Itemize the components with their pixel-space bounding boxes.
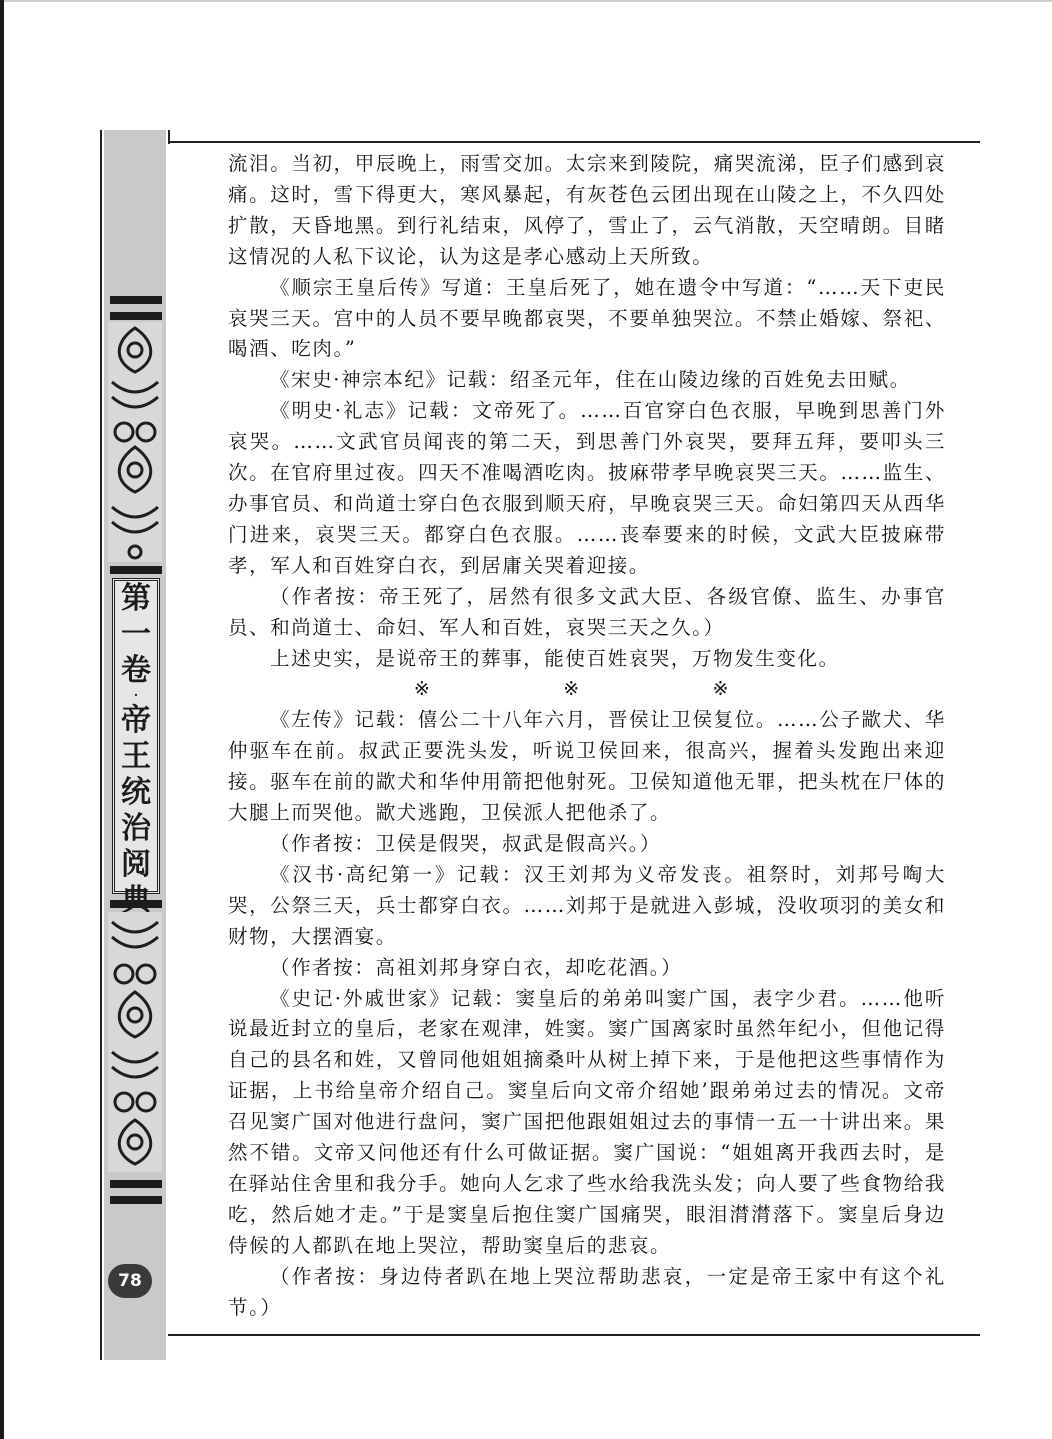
volume-title-char: 一 — [121, 617, 151, 652]
sidebar-rule — [110, 566, 162, 574]
volume-title-char: 统 — [121, 775, 151, 810]
volume-title-panel — [112, 578, 160, 894]
header-rule — [168, 141, 980, 143]
binding-line — [100, 130, 102, 1360]
ornament-pattern-icon — [104, 322, 166, 562]
paragraph: 上述史实，是说帝王的葬事，能使百姓哀哭，万物发生变化。 — [270, 646, 840, 670]
sidebar-rule — [110, 296, 162, 304]
volume-title-char: 卷 — [121, 653, 151, 688]
page-left-edge — [0, 0, 4, 1439]
paragraph: 《左传》记载：僖公二十八年六月，晋侯让卫侯复位。……公子歂犬、华仲驱车在前。叔武正要洗头发，听说卫侯回来，很高兴，握着头发跑出来迎接。驱车在前的歂犬和华仲用箭把他射死。卫侯知道他无罪，把头枕在尸体的大腿上而哭他。歂犬逃跑，卫侯派人把他杀了。 — [228, 708, 946, 825]
paragraph: （作者按：高祖刘邦身穿白衣，却吃花酒。） — [270, 955, 683, 979]
volume-title-char: 阅 — [121, 847, 151, 882]
paragraph: 流泪。当初，甲辰晚上，雨雪交加。太宗来到陵院，痛哭流涕，臣子们感到哀痛。这时，雪下得更大，寒风暴起，有灰苍色云团出现在山陵之上，不久四处扩散，天昏地黑。到行礼结束，风停了，雪止了，云气消散，天空晴朗。目睹这情况的人私下议论，认为这是孝心感动上天所致。 — [228, 152, 946, 268]
paragraph: 《顺宗王皇后传》写道：王皇后死了，她在遗令中写道：“……天下吏民哀哭三天。宫中的人员不要早晚都哀哭，不要单独哭泣。不禁止婚嫁、祭祀、喝酒、吃肉。” — [228, 275, 946, 361]
paragraph: （作者按：帝王死了，居然有很多文武大臣、各级官僚、监生、办事官员、和尚道士、命妇、军人和百姓，哀哭三天之久。） — [228, 584, 946, 639]
section-separator — [228, 674, 946, 705]
volume-title-dot: · — [133, 685, 139, 706]
separator-mark: ※ — [712, 678, 731, 701]
paragraph: 《宋史·神宗本纪》记载：绍圣元年，住在山陵边缘的百姓免去田赋。 — [270, 368, 911, 392]
page-number: 78 — [108, 1264, 152, 1298]
sidebar-rule — [110, 312, 162, 320]
footer-rule — [168, 1334, 980, 1336]
separator-mark: ※ — [413, 678, 432, 701]
sidebar-rule — [110, 1180, 162, 1188]
paragraph: （作者按：身边侍者趴在地上哭泣帮助悲哀，一定是帝王家中有这个礼节。） — [228, 1264, 946, 1319]
page-top-edge — [0, 0, 1052, 2]
sidebar-rule — [110, 1196, 162, 1204]
paragraph: （作者按：卫侯是假哭，叔武是假高兴。） — [270, 832, 662, 856]
separator-mark: ※ — [563, 678, 581, 701]
paragraph: 《汉书·高纪第一》记载：汉王刘邦为义帝发丧。祖祭时，刘邦号啕大哭，公祭三天，兵士都穿白衣。……刘邦于是就进入彭城，没收项羽的美女和财物，大摆酒宴。 — [228, 862, 946, 948]
volume-title-char: 帝 — [121, 703, 151, 738]
paragraph: 《明史·礼志》记载：文帝死了。……百官穿白色衣服，早晚到思善门外哀哭。……文武官员闻丧的第二天，到思善门外哀哭，要拜五拜，要叩头三次。在官府里过夜。四天不准喝酒吃肉。披麻带孝早晚哀哭三天。……监生、办事官员、和尚道士穿白色衣服到顺天府，早晚哀哭三天。命妇第四天从西华门进来，哀哭三天。都穿白色衣服。……丧奉要来的时候，文武大臣披麻带孝，军人和百姓穿白衣，到居庸关哭着迎接。 — [228, 399, 946, 577]
volume-title-char: 治 — [121, 811, 151, 846]
body-text — [228, 149, 946, 1324]
volume-title-char: 第 — [121, 581, 151, 616]
volume-title-char: 王 — [121, 739, 151, 774]
ornament-pattern-icon — [104, 912, 166, 1172]
paragraph: 《史记·外戚世家》记载：窦皇后的弟弟叫窦广国，表字少君。……他听说最近封立的皇后，老家在观津，姓窦。窦广国离家时虽然年纪小，但他记得自己的县名和姓，又曾同他姐姐摘桑叶从树上掉下来，于是他把这些事情作为证据，上书给皇帝介绍自己。窦皇后向文帝介绍她’跟弟弟过去的情况。文帝召见窦广国对他进行盘问，窦广国把他跟姐姐过去的事情一五一十讲出来。果然不错。文帝又问他还有什么可做证据。窦广国说：“姐姐离开我西去时，是在驿站住舍里和我分手。她向人乞求了些水给我洗头发；向人要了些食物给我吃，然后她才走。”于是窦皇后抱住窦广国痛哭，眼泪潸潸落下。窦皇后身边侍候的人都趴在地上哭泣，帮助窦皇后的悲哀。 — [228, 986, 946, 1257]
sidebar-rule — [110, 900, 162, 908]
